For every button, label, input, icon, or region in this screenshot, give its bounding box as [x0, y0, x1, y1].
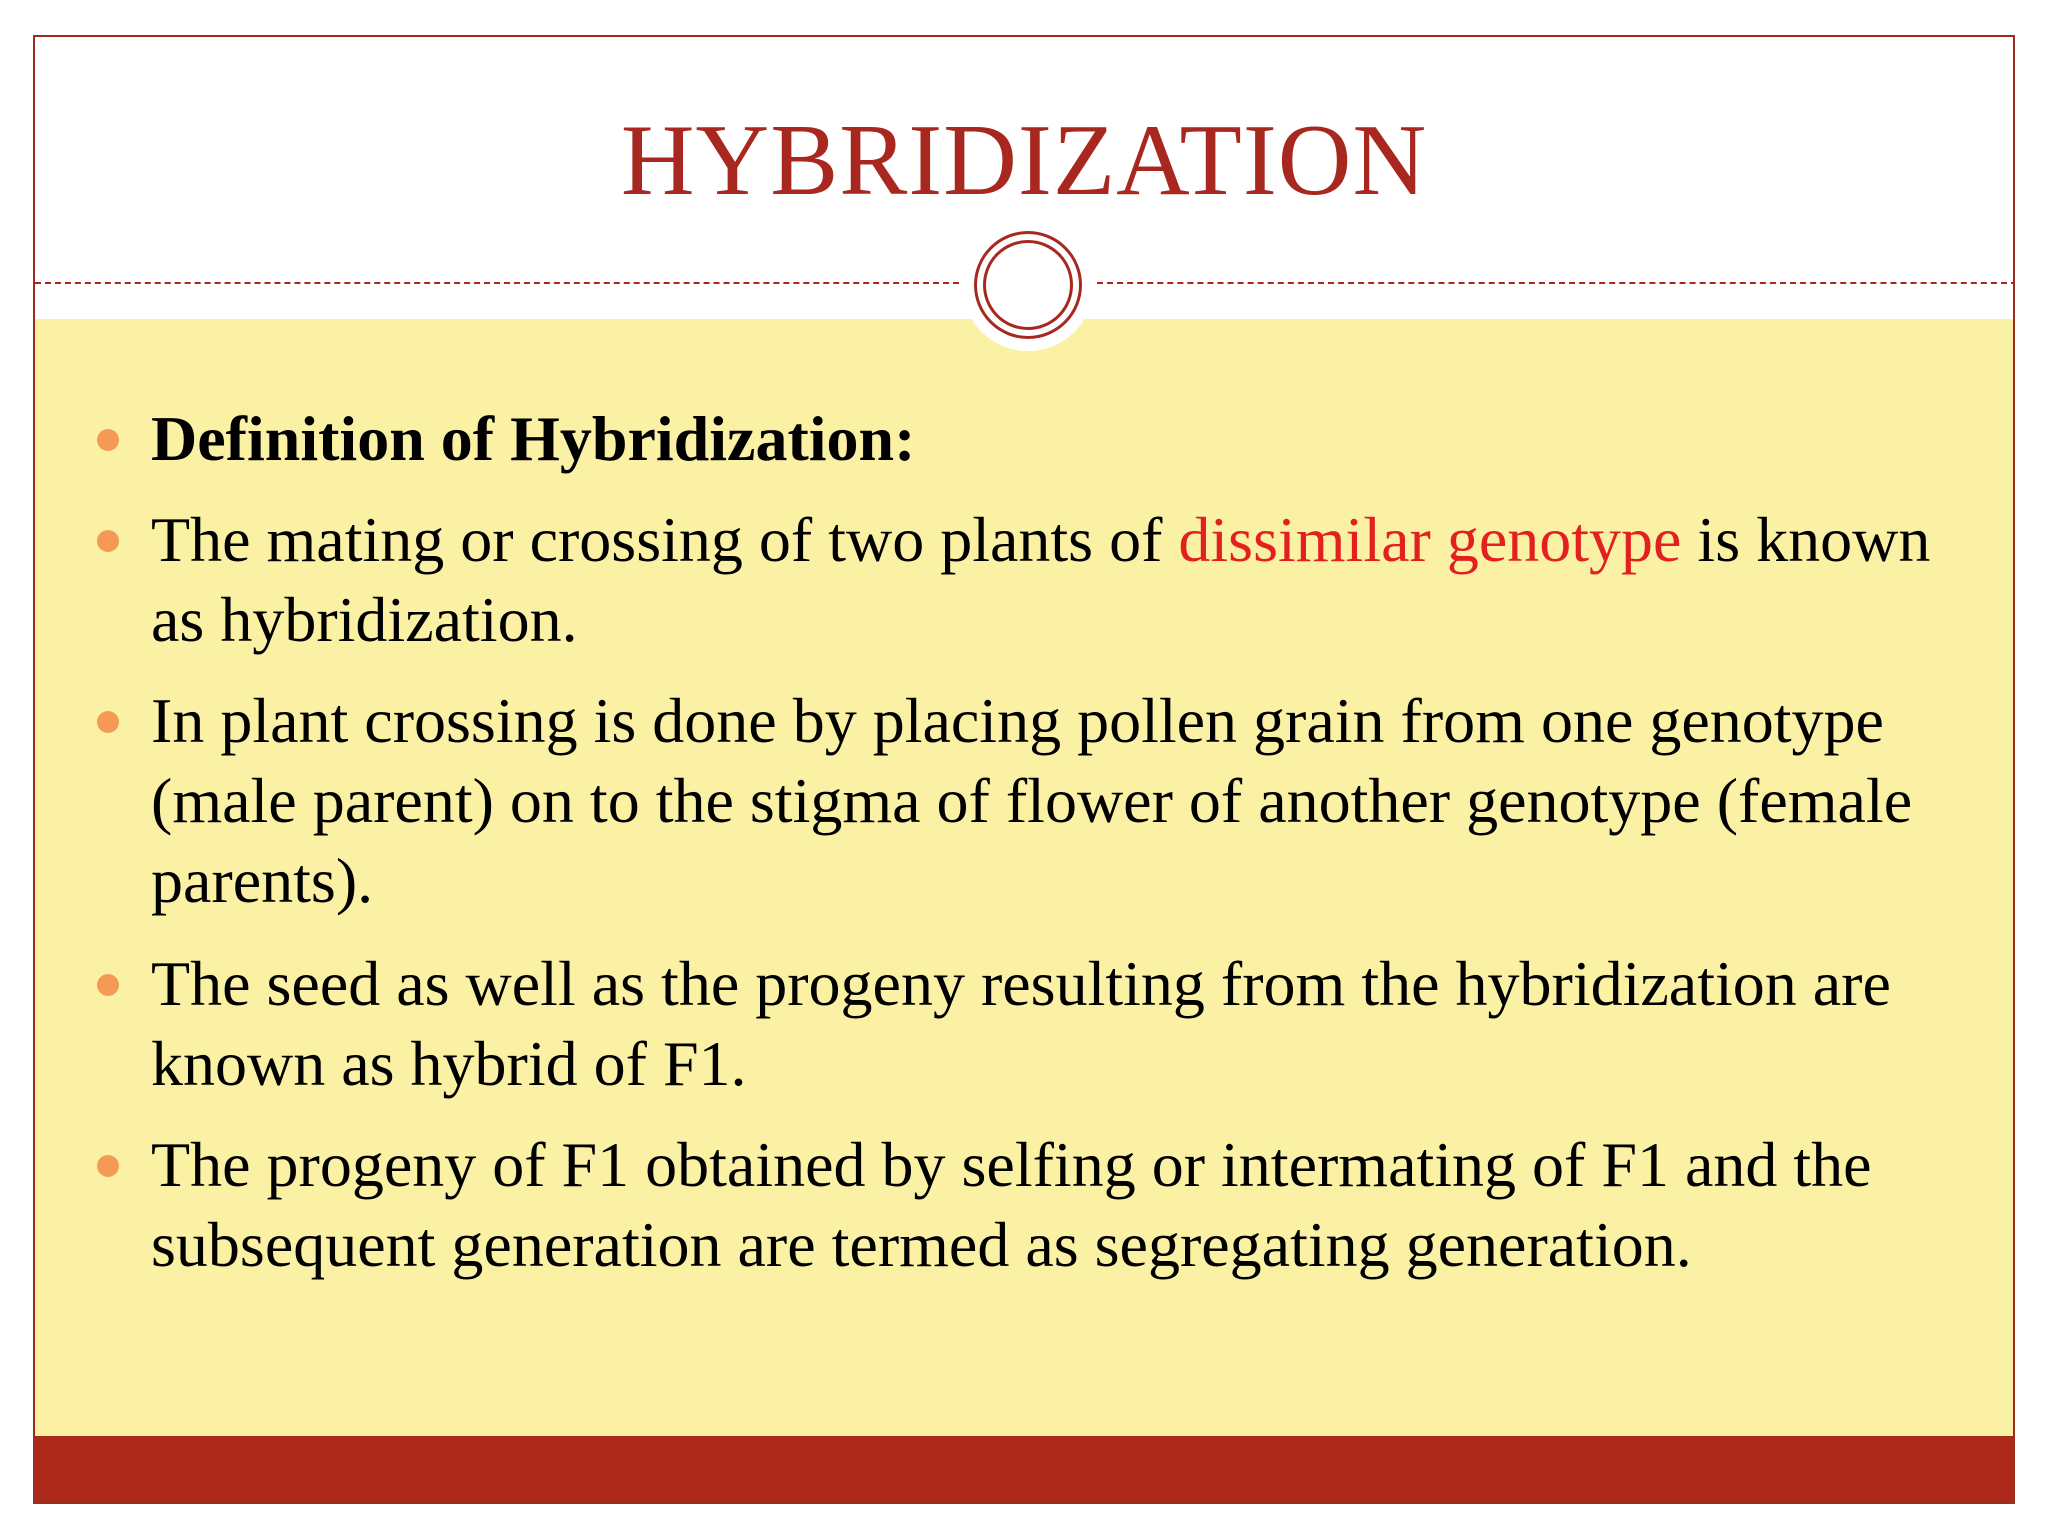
highlighted-term: dissimilar genotype	[1178, 504, 1682, 575]
bullet-text-after: is known as hybridization.	[151, 504, 1931, 655]
content-area	[35, 319, 2013, 1436]
bullet-dot-icon	[97, 974, 119, 996]
slide	[33, 35, 2015, 1504]
bullet-text	[151, 500, 1971, 660]
bullet-dot-icon	[97, 429, 119, 451]
bullet-text: The seed as well as the progeny resulting from the hybridization are known as hybrid of F1.	[151, 948, 1891, 1099]
inner-ring-icon	[983, 240, 1073, 330]
bullet-text: The progeny of F1 obtained by selfing or intermating of F1 and the subsequent generation are termed as segregating generation.	[151, 1129, 1872, 1280]
title-divider-right	[1097, 282, 2015, 284]
bullet-dot-icon	[97, 1155, 119, 1177]
bullet-dot-icon	[97, 711, 119, 733]
bullet-text-before: The mating or crossing of two plants of	[151, 504, 1179, 575]
bullet-dot-icon	[97, 530, 119, 552]
bottom-band	[35, 1436, 2013, 1504]
title-divider-left	[35, 282, 959, 284]
bullet-text: In plant crossing is done by placing pollen grain from one genotype (male parent) on to the stigma of flower of another genotype (female parents).	[151, 685, 1913, 916]
bullet-text: Definition of Hybridization:	[151, 403, 916, 474]
slide-title: HYBRIDIZATION	[620, 104, 1428, 217]
